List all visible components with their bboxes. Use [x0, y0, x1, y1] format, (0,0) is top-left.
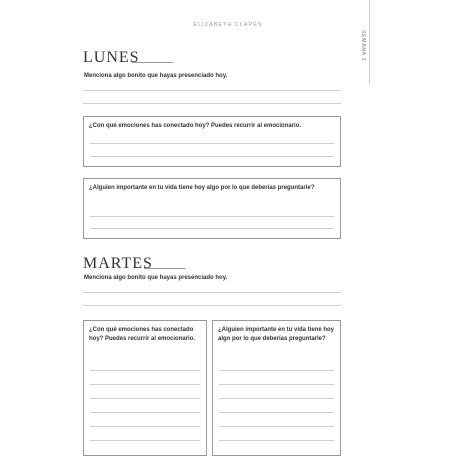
- writing-line[interactable]: [90, 384, 200, 385]
- writing-line[interactable]: [90, 398, 200, 399]
- box-prompt: ¿Con qué emociones has conectado hoy? Puedes recurrir al emocionario.: [89, 123, 302, 129]
- writing-line[interactable]: [219, 412, 334, 413]
- emotions-box: [83, 116, 341, 167]
- day-title-martes: MARTES: [83, 255, 153, 272]
- writing-line[interactable]: [90, 228, 334, 229]
- writing-line[interactable]: [90, 216, 334, 217]
- author-header: ELIZABETH CLAPÉS: [193, 22, 263, 28]
- emotions-box: [83, 320, 207, 456]
- someone-important-box: [212, 320, 341, 456]
- someone-important-box: [83, 178, 341, 239]
- writing-line[interactable]: [90, 440, 200, 441]
- side-divider: [369, 0, 370, 84]
- title-underline: [132, 62, 173, 63]
- writing-line[interactable]: [219, 384, 334, 385]
- box-prompt: ¿Con qué emociones has conectado hoy? Puedes recurrir al emocionario.: [89, 327, 196, 342]
- writing-line[interactable]: [219, 370, 334, 371]
- day-title-lunes: LUNES: [83, 49, 140, 66]
- writing-line[interactable]: [219, 398, 334, 399]
- writing-line[interactable]: [219, 440, 334, 441]
- writing-line[interactable]: [219, 426, 334, 427]
- box-prompt: ¿Alguien importante en tu vida tiene hoy algo por lo que deberías preguntarle?: [218, 327, 335, 342]
- writing-line[interactable]: [83, 90, 341, 91]
- title-underline: [144, 268, 185, 269]
- week-label: SEMANA 1: [360, 30, 366, 62]
- prompt-text: Menciona algo bonito que hayas presenciado hoy.: [84, 73, 228, 79]
- writing-line[interactable]: [83, 103, 341, 104]
- writing-line[interactable]: [90, 143, 334, 144]
- writing-line[interactable]: [90, 412, 200, 413]
- writing-line[interactable]: [90, 156, 334, 157]
- writing-line[interactable]: [90, 426, 200, 427]
- writing-line[interactable]: [83, 292, 341, 293]
- box-prompt: ¿Alguien importante en tu vida tiene hoy algo por lo que deberías preguntarle?: [89, 185, 315, 191]
- prompt-text: Menciona algo bonito que hayas presenciado hoy.: [84, 275, 228, 281]
- writing-line[interactable]: [90, 370, 200, 371]
- writing-line[interactable]: [83, 305, 341, 306]
